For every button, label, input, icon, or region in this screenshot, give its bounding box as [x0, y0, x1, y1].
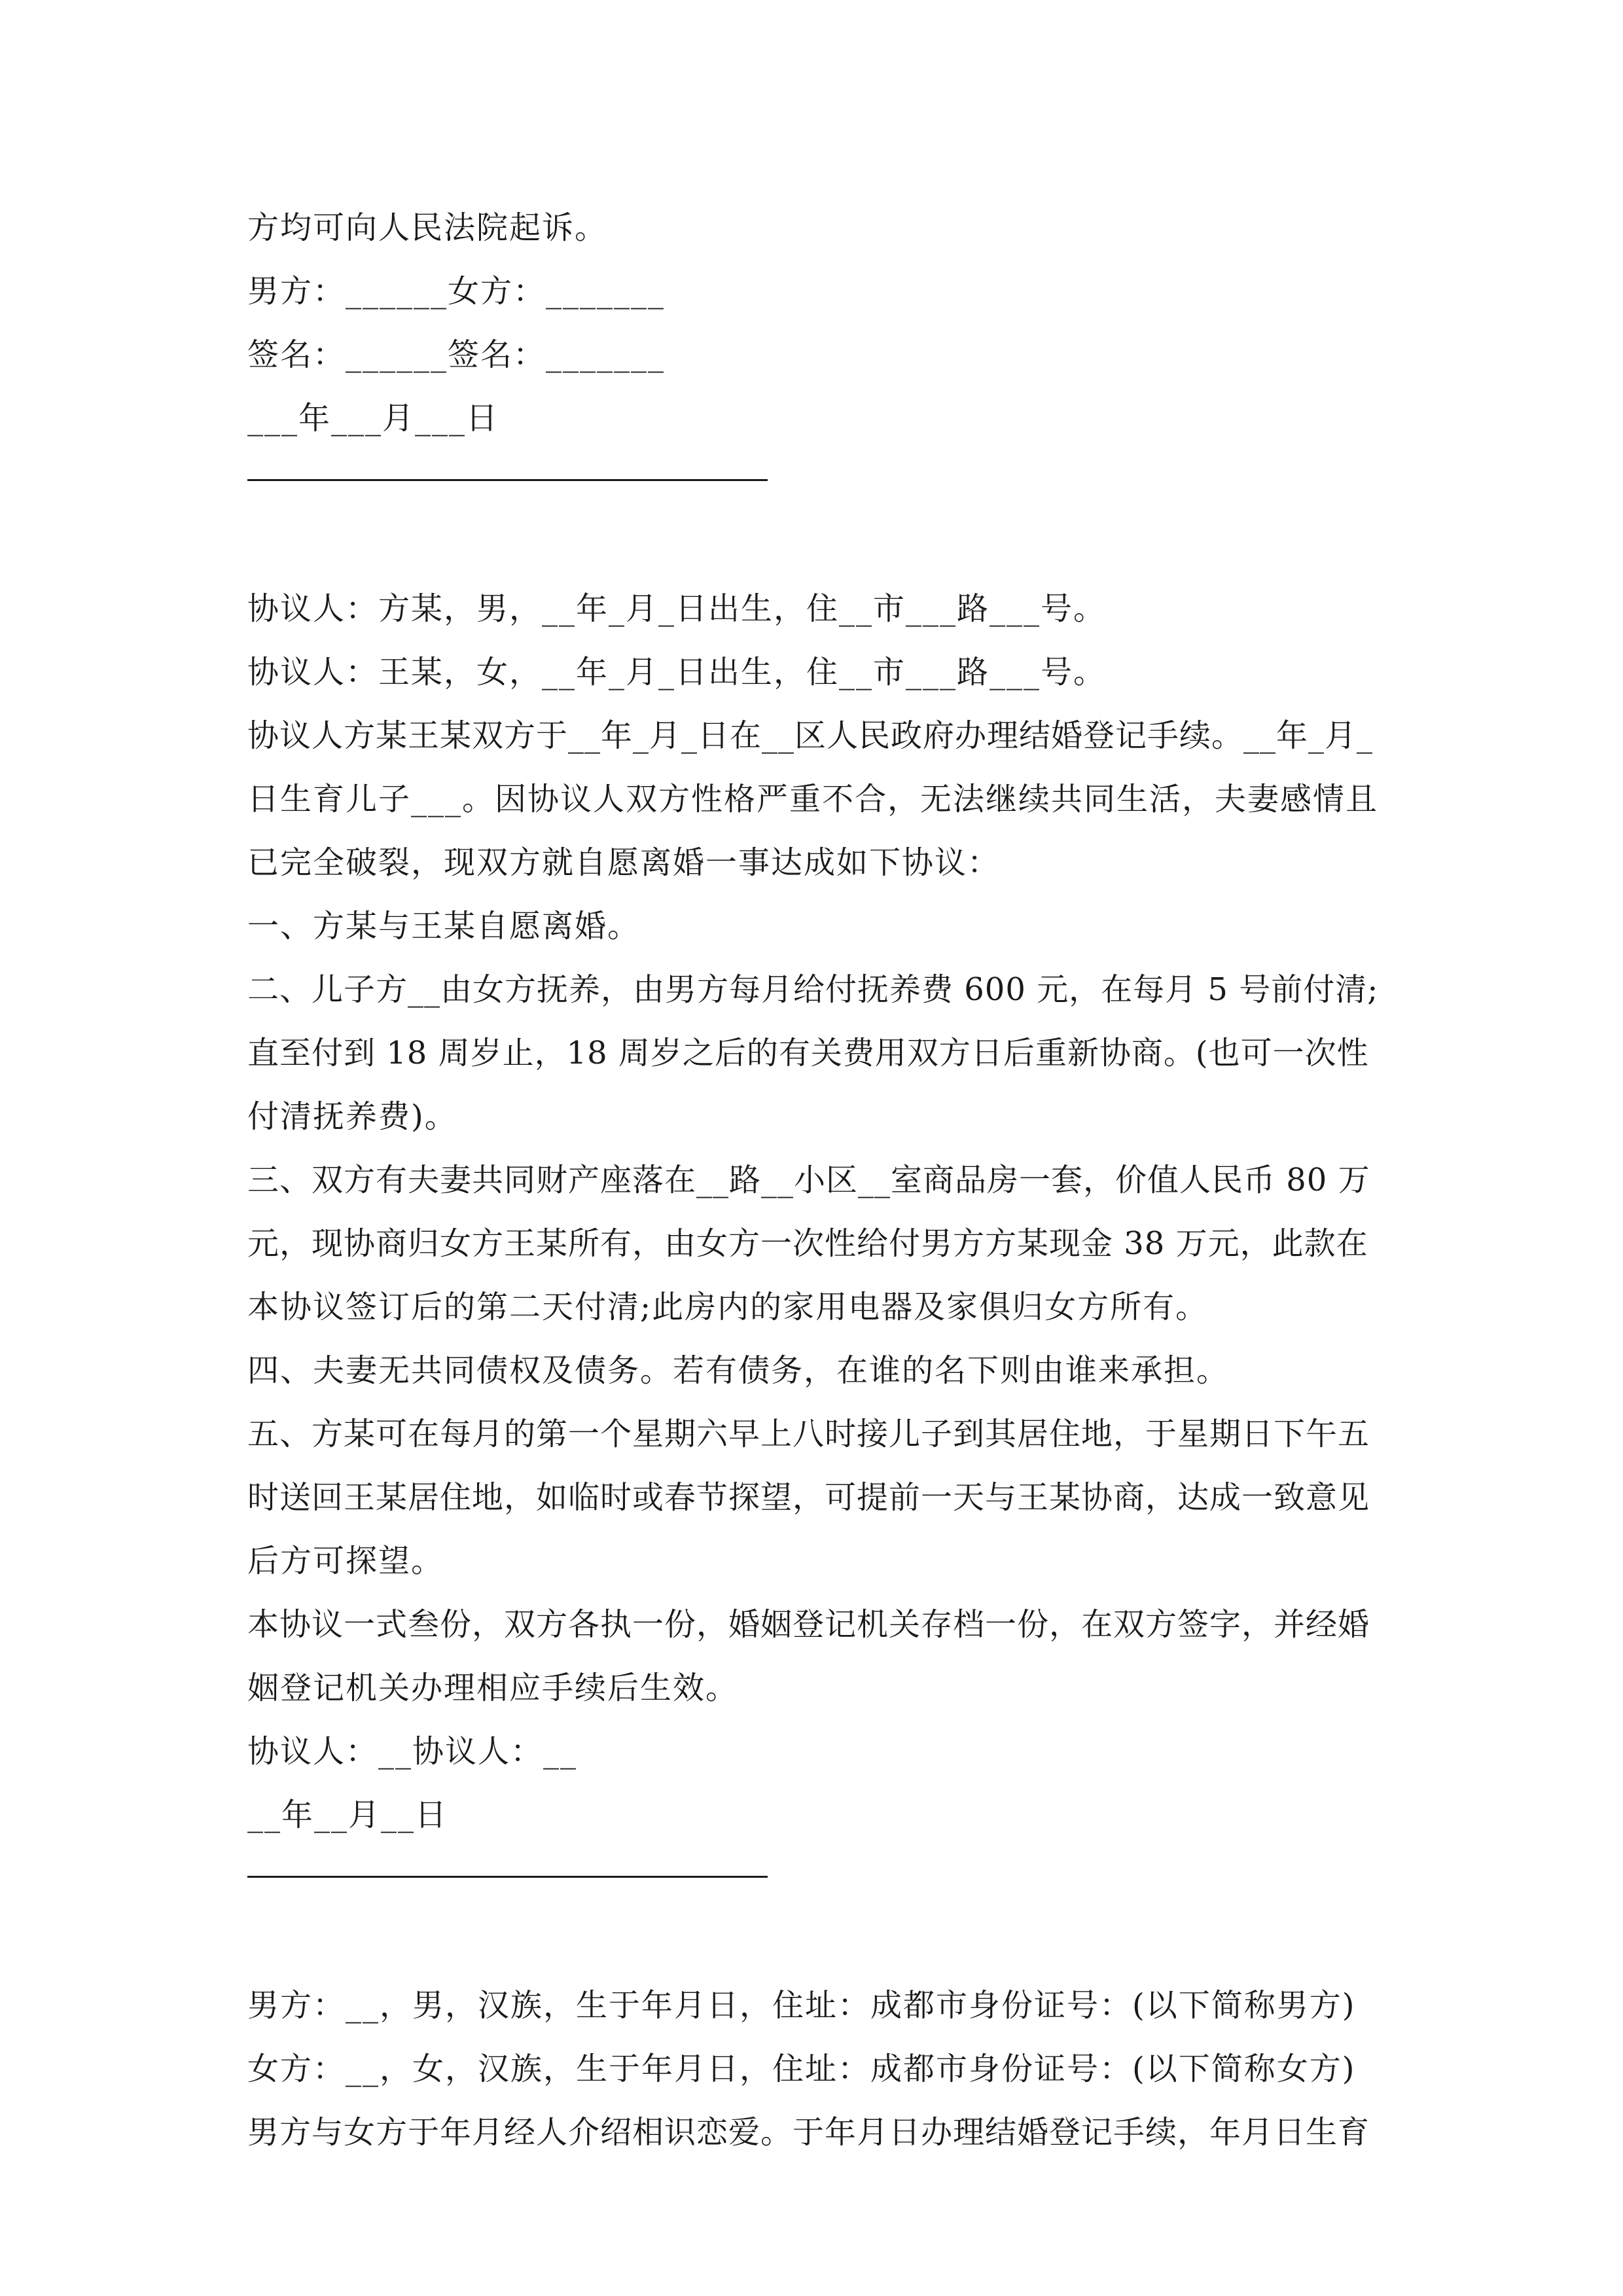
text-line: 女方：__，女，汉族，生于年月日，住址：成都市身份证号：(以下简称女方)	[247, 2051, 1356, 2087]
text-line: 一、方某与王某自愿离婚。	[247, 908, 641, 944]
text-line: 姻登记机关办理相应手续后生效。	[247, 1670, 739, 1706]
section-divider	[247, 1847, 1380, 1910]
text-line: 本协议一式叁份，双方各执一份，婚姻登记机关存档一份，在双方签字，并经婚	[247, 1606, 1370, 1643]
text-line: 后方可探望。	[247, 1543, 444, 1579]
text-line: 协议人：__协议人：__	[247, 1733, 578, 1770]
blank-line	[247, 1910, 1380, 1974]
text-line: 时送回王某居住地，如临时或春节探望，可提前一天与王某协商，达成一致意见	[247, 1479, 1370, 1516]
text-line: 协议人：王某，女，__年_月_日出生，住__市___路___号。	[247, 654, 1107, 691]
text-line: 日生育儿子___。因协议人双方性格严重不合，无法继续共同生活，夫妻感情且	[247, 781, 1379, 817]
text-line: 三、双方有夫妻共同财产座落在__路__小区__室商品房一套，价值人民币 80 万	[247, 1162, 1370, 1198]
text-line: 协议人方某王某双方于__年_月_日在__区人民政府办理结婚登记手续。__年_月_	[247, 717, 1374, 754]
text-line: 二、儿子方__由女方抚养，由男方每月给付抚养费 600 元，在每月 5 号前付清;	[247, 971, 1379, 1008]
text-line: 协议人：方某，男，__年_月_日出生，住__市___路___号。	[247, 590, 1107, 627]
text-line: __年__月__日	[247, 1797, 448, 1833]
blank-line	[247, 514, 1380, 577]
text-line: 男方与女方于年月经人介绍相识恋爱。于年月日办理结婚登记手续，年月日生育	[247, 2114, 1370, 2151]
text-line: 本协议签订后的第二天付清;此房内的家用电器及家俱归女方所有。	[247, 1289, 1209, 1325]
text-line: 男方：__，男，汉族，生于年月日，住址：成都市身份证号：(以下简称男方)	[247, 1987, 1356, 2024]
text-line: ___年___月___日	[247, 400, 499, 437]
text-line: 元，现协商归女方王某所有，由女方一次性给付男方方某现金 38 万元，此款在	[247, 1225, 1368, 1262]
text-line: 签名：______签名：_______	[247, 336, 666, 373]
text-line: 付清抚养费)。	[247, 1098, 457, 1135]
text-line: 男方：______女方：_______	[247, 273, 666, 310]
document-body	[247, 196, 1380, 2164]
text-line: 方均可向人民法院起诉。	[247, 209, 608, 246]
section-divider	[247, 450, 1380, 514]
text-line: 直至付到 18 周岁止，18 周岁之后的有关费用双方日后重新协商。(也可一次性	[247, 1035, 1369, 1071]
text-line: 四、夫妻无共同债权及债务。若有债务，在谁的名下则由谁来承担。	[247, 1352, 1230, 1389]
text-line: 已完全破裂，现双方就自愿离婚一事达成如下协议：	[247, 844, 1001, 881]
text-line: 五、方某可在每月的第一个星期六早上八时接儿子到其居住地，于星期日下午五	[247, 1416, 1370, 1452]
